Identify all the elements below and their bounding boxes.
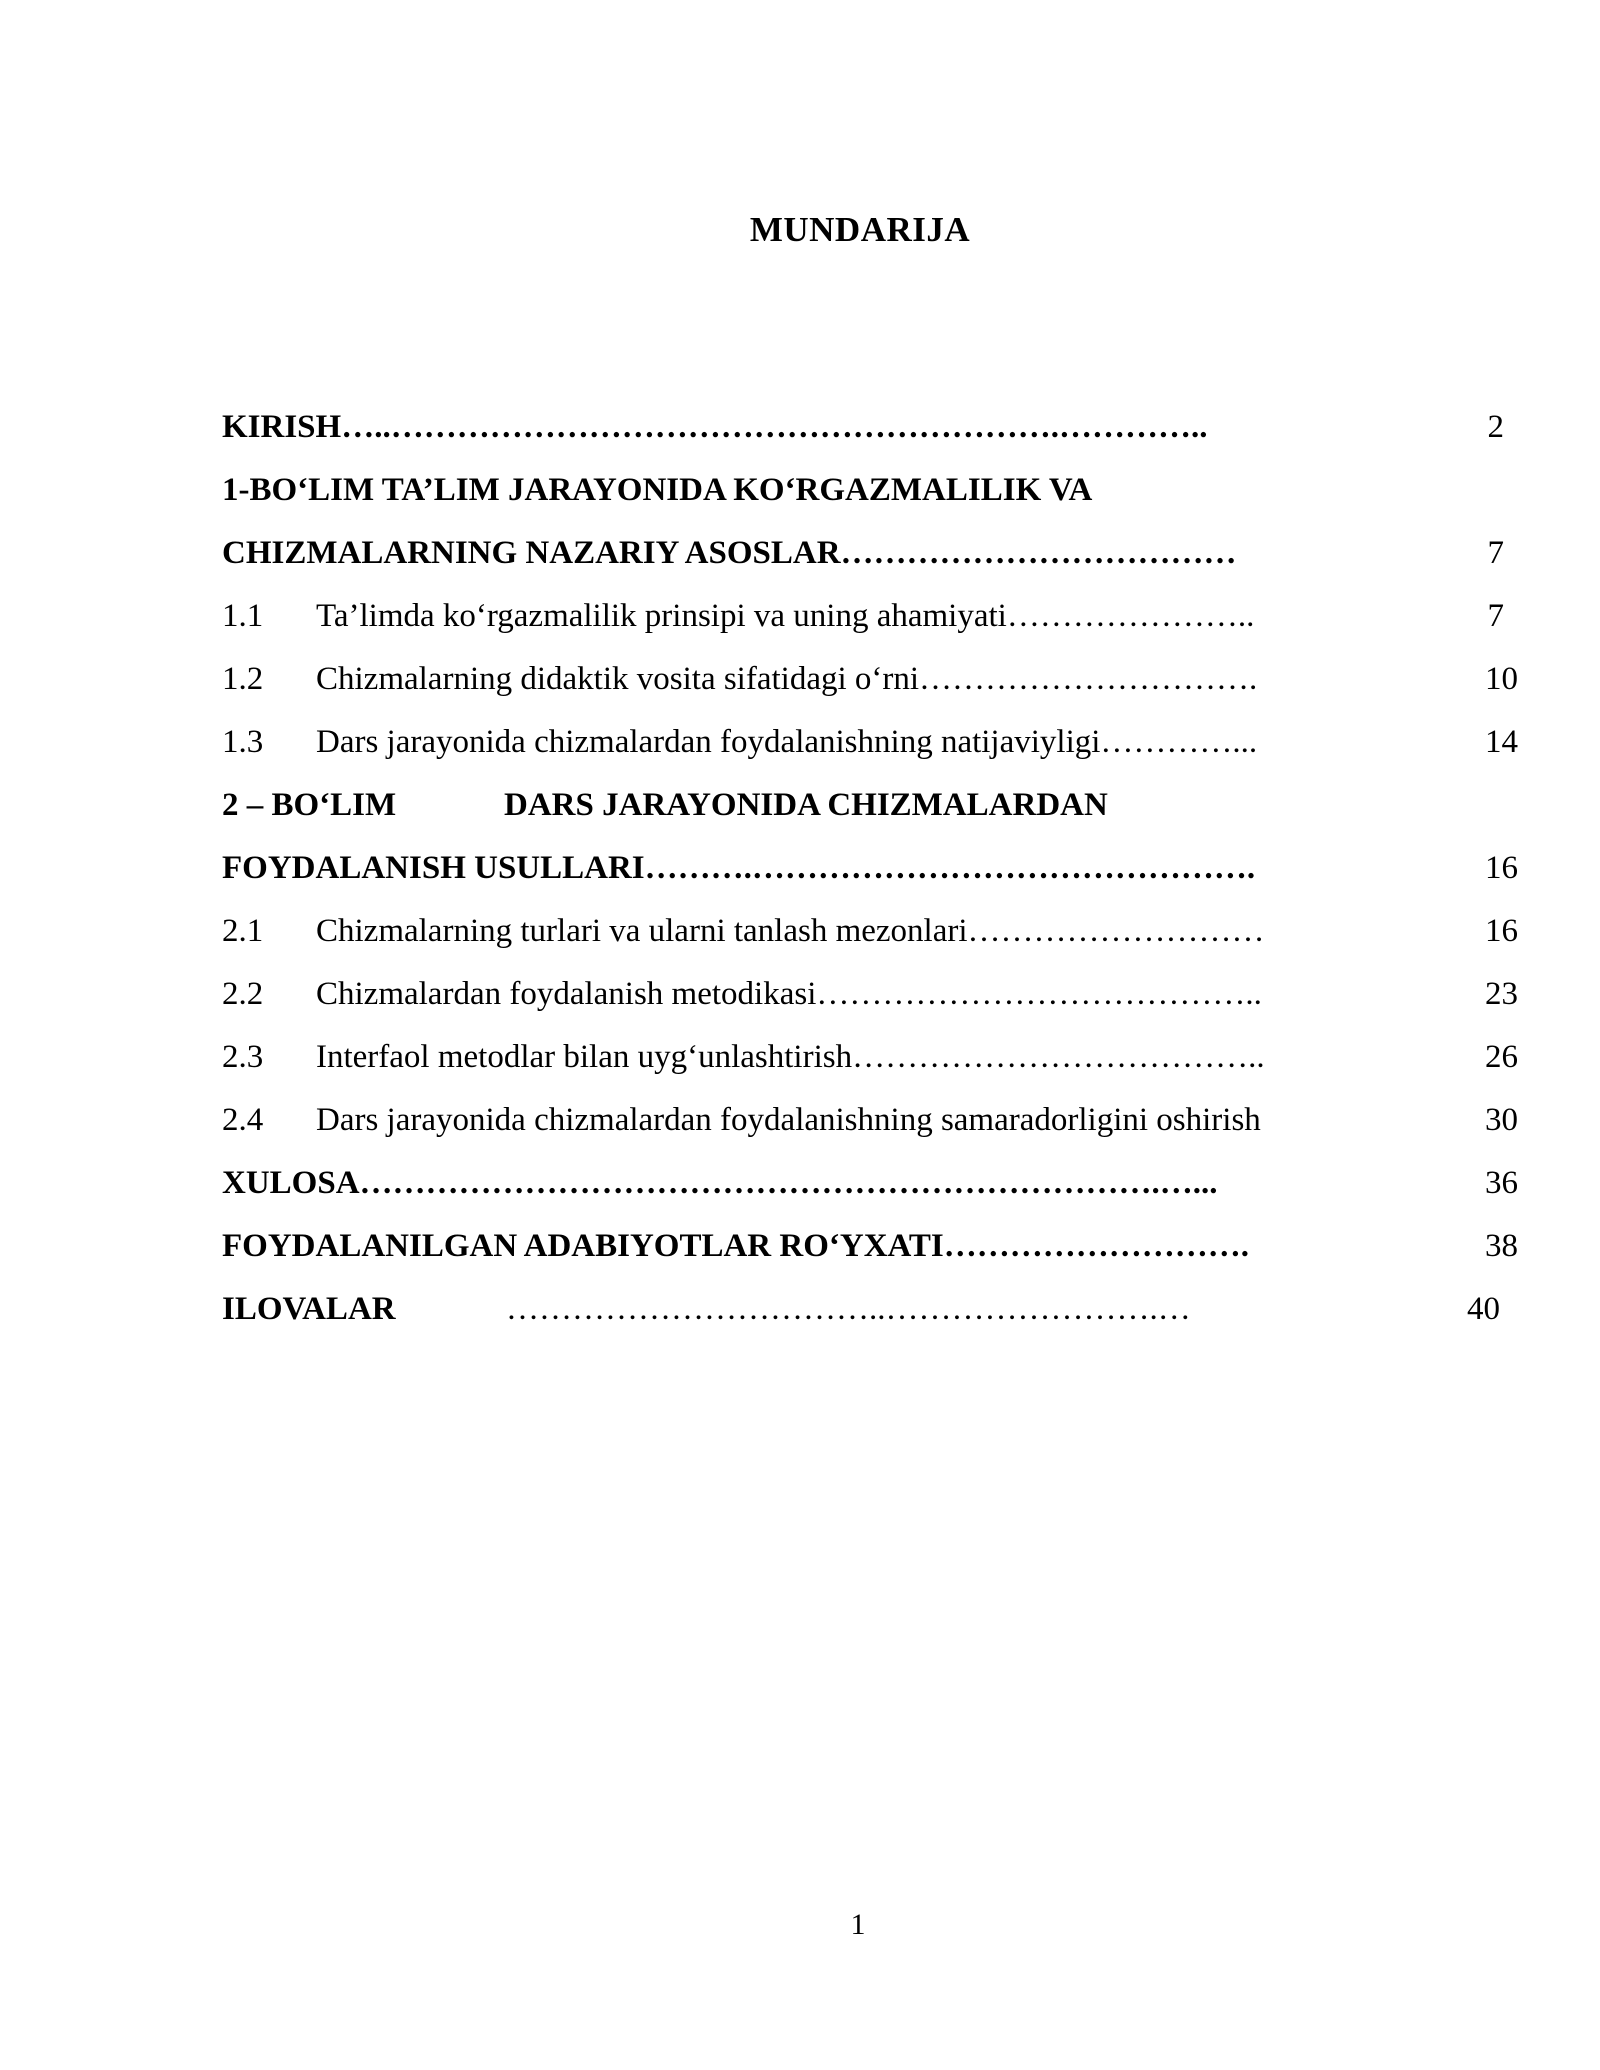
toc-entry-1-1[interactable] — [222, 585, 1518, 648]
toc-page-number: 2 — [1487, 409, 1504, 445]
toc-page-number: 36 — [1485, 1165, 1518, 1201]
toc-entry-label: Chizmalarning didaktik vosita sifatidagi o‘rni…………………………. — [316, 661, 1258, 697]
toc-entry-label: KIRISH…..…………………………………………………….………….. — [222, 409, 1208, 445]
toc-entry-label: Dars jarayonida chizmalardan foydalanishning samaradorligini oshirish — [316, 1102, 1261, 1138]
toc-leader-dots: ……………………………..…………………….… — [506, 1291, 1191, 1327]
toc-part2-heading-line1[interactable] — [222, 774, 1518, 837]
toc-page-number: 40 — [1467, 1291, 1500, 1327]
toc-section-number: 1.3 — [222, 724, 264, 760]
toc-entry-label: FOYDALANILGAN ADABIYOTLAR RO‘YXATI………………………. — [222, 1228, 1250, 1264]
toc-entry-ilovalar[interactable] — [222, 1278, 1518, 1341]
toc-entry-kirish[interactable] — [222, 396, 1518, 459]
toc-entry-xulosa[interactable] — [222, 1152, 1518, 1215]
toc-page-number: 7 — [1487, 535, 1504, 571]
toc-part1-heading-line2[interactable] — [222, 522, 1518, 585]
toc-section-number: 2.1 — [222, 913, 264, 949]
toc-entry-label: FOYDALANISH USULLARI……….………………………………………. — [222, 850, 1256, 886]
toc-section-number: 1.2 — [222, 661, 264, 697]
toc-entry-1-2[interactable] — [222, 648, 1518, 711]
toc-entry-label: Dars jarayonida chizmalardan foydalanishning natijaviyligi…………... — [316, 724, 1258, 760]
toc-entry-label: ILOVALAR — [222, 1291, 396, 1327]
toc-section-number: 2.4 — [222, 1102, 264, 1138]
toc-section-number: 2.2 — [222, 976, 264, 1012]
toc-page-number: 30 — [1485, 1102, 1518, 1138]
toc-page-number: 16 — [1485, 850, 1518, 886]
toc-entry-label: XULOSA……………………………………………………………….…... — [222, 1165, 1218, 1201]
toc-page-number: 23 — [1485, 976, 1518, 1012]
toc-entry-label: 1-BO‘LIM TA’LIM JARAYONIDA KO‘RGAZMALILIK VA — [222, 472, 1093, 508]
toc-page-number: 16 — [1485, 913, 1518, 949]
toc-page-number: 38 — [1485, 1228, 1518, 1264]
toc-page-number: 14 — [1485, 724, 1518, 760]
toc-entry-adabiyotlar[interactable] — [222, 1215, 1518, 1278]
toc-part2-heading-line2[interactable] — [222, 837, 1518, 900]
toc-entry-label: Interfaol metodlar bilan uyg‘unlashtirish……………………………….. — [316, 1039, 1265, 1075]
toc-part1-heading-line1[interactable] — [222, 459, 1518, 522]
toc-entry-2-4[interactable] — [222, 1089, 1518, 1152]
table-of-contents — [222, 396, 1518, 1341]
toc-entry-label: CHIZMALARNING NAZARIY ASOSLAR……………………………… — [222, 535, 1237, 571]
toc-entry-label: Ta’limda ko‘rgazmalilik prinsipi va uning ahamiyati………………….. — [316, 598, 1255, 634]
page-title: MUNDARIJA — [749, 210, 971, 249]
toc-entry-2-3[interactable] — [222, 1026, 1518, 1089]
toc-entry-label: DARS JARAYONIDA CHIZMALARDAN — [504, 787, 1108, 823]
toc-section-number: 2.3 — [222, 1039, 264, 1075]
toc-entry-2-2[interactable] — [222, 963, 1518, 1026]
toc-entry-label: Chizmalardan foydalanish metodikasi………………………………….. — [316, 976, 1262, 1012]
toc-page-number: 7 — [1487, 598, 1504, 634]
toc-section-number: 1.1 — [222, 598, 264, 634]
toc-part-prefix: 2 – BO‘LIM — [222, 787, 397, 823]
toc-entry-1-3[interactable] — [222, 711, 1518, 774]
toc-page-number: 26 — [1485, 1039, 1518, 1075]
toc-entry-label: Chizmalarning turlari va ularni tanlash mezonlari……………………… — [316, 913, 1265, 949]
toc-entry-2-1[interactable] — [222, 900, 1518, 963]
page-number-footer: 1 — [850, 1908, 866, 1941]
toc-page-number: 10 — [1485, 661, 1518, 697]
